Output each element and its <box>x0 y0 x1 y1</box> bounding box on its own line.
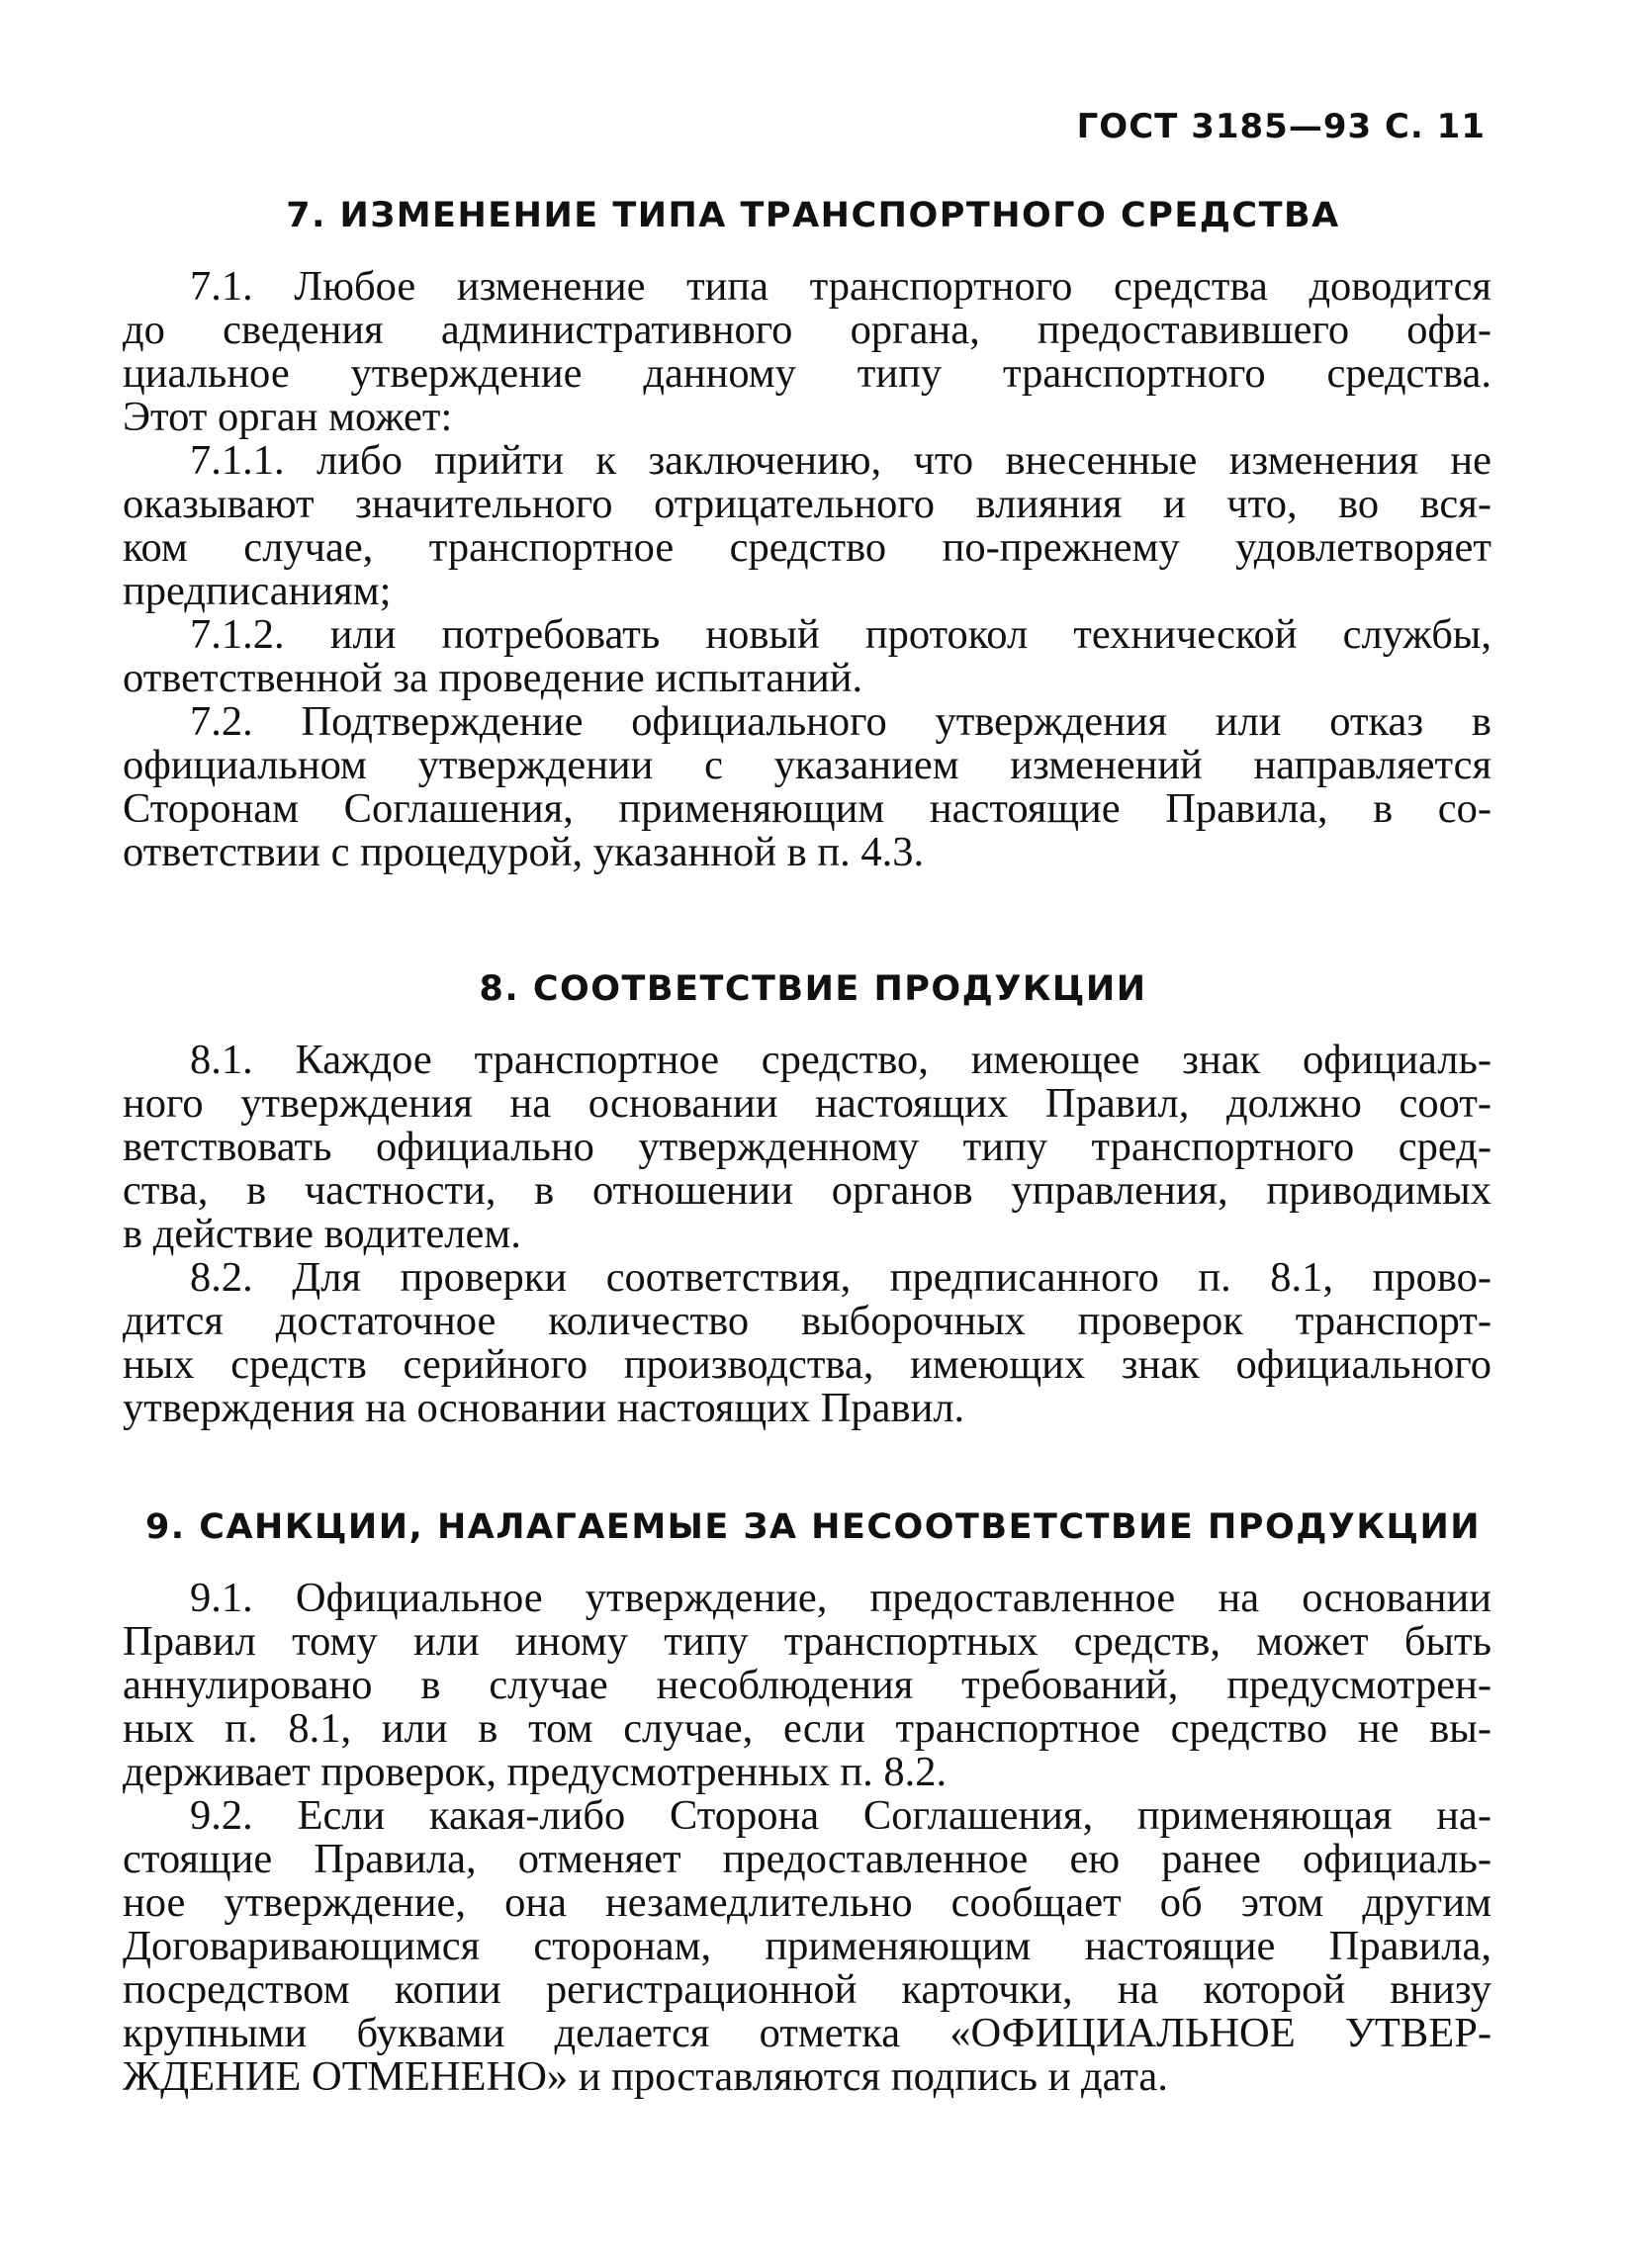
text-line: предписаниям; <box>123 568 392 614</box>
section-9-title: 9. САНКЦИИ, НАЛАГАЕМЫЕ ЗА НЕСООТВЕТСТВИЕ ПРОДУКЦИИ <box>144 1507 1482 1547</box>
text-line: 9.2. Если какая-либо Сторона Соглашения, применяющая на- <box>190 1792 1491 1839</box>
text-line: ЖДЕНИЕ ОТМЕНЕНО» и проставляются подпись и дата. <box>123 2053 1168 2100</box>
text-line: ветствовать официально утвержденному типу транспортного сред- <box>123 1124 1491 1170</box>
text-line: аннулировано в случае несоблюдения требований, предусмотрен- <box>123 1662 1491 1708</box>
text-line: 7.1.1. либо прийти к заключению, что внесенные изменения не <box>190 437 1491 484</box>
text-line: 7.1.2. или потребовать новый протокол технической службы, <box>190 611 1491 658</box>
text-line: 9.1. Официальное утверждение, предоставленное на основании <box>190 1575 1491 1621</box>
text-line: в действие водителем. <box>123 1211 521 1257</box>
text-line: держивает проверок, предусмотренных п. 8.2. <box>123 1749 948 1795</box>
text-line: утверждения на основании настоящих Правил. <box>123 1385 965 1431</box>
text-line: 7.2. Подтверждение официального утверждения или отказ в <box>190 698 1491 745</box>
text-line: официальном утверждении с указанием изменений направляется <box>123 742 1491 788</box>
text-line: 7.1. Любое изменение типа транспортного средства доводится <box>190 263 1491 310</box>
text-line: ком случае, транспортное средство по-прежнему удовлетворяет <box>123 524 1491 571</box>
page-header: ГОСТ 3185—93 С. 11 <box>1076 107 1486 146</box>
text-line: Правил тому или иному типу транспортных средств, может быть <box>123 1618 1491 1665</box>
text-line: оказывают значительного отрицательного влияния и что, во вся- <box>123 481 1491 527</box>
section-8-body <box>123 1039 1491 1430</box>
text-line: 8.2. Для проверки соответствия, предписанного п. 8.1, прово- <box>190 1254 1491 1301</box>
section-9-body <box>123 1577 1491 2099</box>
text-line: крупными буквами делается отметка «ОФИЦИАЛЬНОЕ УТВЕР- <box>123 2010 1491 2056</box>
text-line: стоящие Правила, отменяет предоставленное ею ранее официаль- <box>123 1836 1491 1882</box>
text-line: ное утверждение, она незамедлительно сообщает об этом другим <box>123 1879 1491 1926</box>
section-7-body <box>123 265 1491 874</box>
section-8-title: 8. СООТВЕТСТВИЕ ПРОДУКЦИИ <box>479 969 1147 1009</box>
section-7-title: 7. ИЗМЕНЕНИЕ ТИПА ТРАНСПОРТНОГО СРЕДСТВА <box>286 196 1340 235</box>
text-line: 8.1. Каждое транспортное средство, имеющее знак официаль- <box>190 1037 1491 1083</box>
text-line: Договаривающимся сторонам, применяющим настоящие Правила, <box>123 1923 1491 1969</box>
text-line: Этот орган может: <box>123 394 453 440</box>
text-line: ного утверждения на основании настоящих Правил, должно соот- <box>123 1080 1491 1127</box>
text-line: ства, в частности, в отношении органов управления, приводимых <box>123 1167 1491 1214</box>
text-line: посредством копии регистрационной карточки, на которой внизу <box>123 1966 1491 2013</box>
text-line: ных п. 8.1, или в том случае, если транспортное средство не вы- <box>123 1705 1491 1752</box>
text-line: Сторонам Соглашения, применяющим настоящие Правила, в со- <box>123 785 1491 832</box>
text-line: до сведения административного органа, предоставившего офи- <box>123 307 1491 353</box>
text-line: ответственной за проведение испытаний. <box>123 655 863 701</box>
text-line: ответствии с процедурой, указанной в п. 4.3. <box>123 829 925 875</box>
text-line: ных средств серийного производства, имеющих знак официального <box>123 1341 1491 1388</box>
text-line: циальное утверждение данному типу транспортного средства. <box>123 350 1491 397</box>
text-line: дится достаточное количество выборочных проверок транспорт- <box>123 1298 1491 1344</box>
